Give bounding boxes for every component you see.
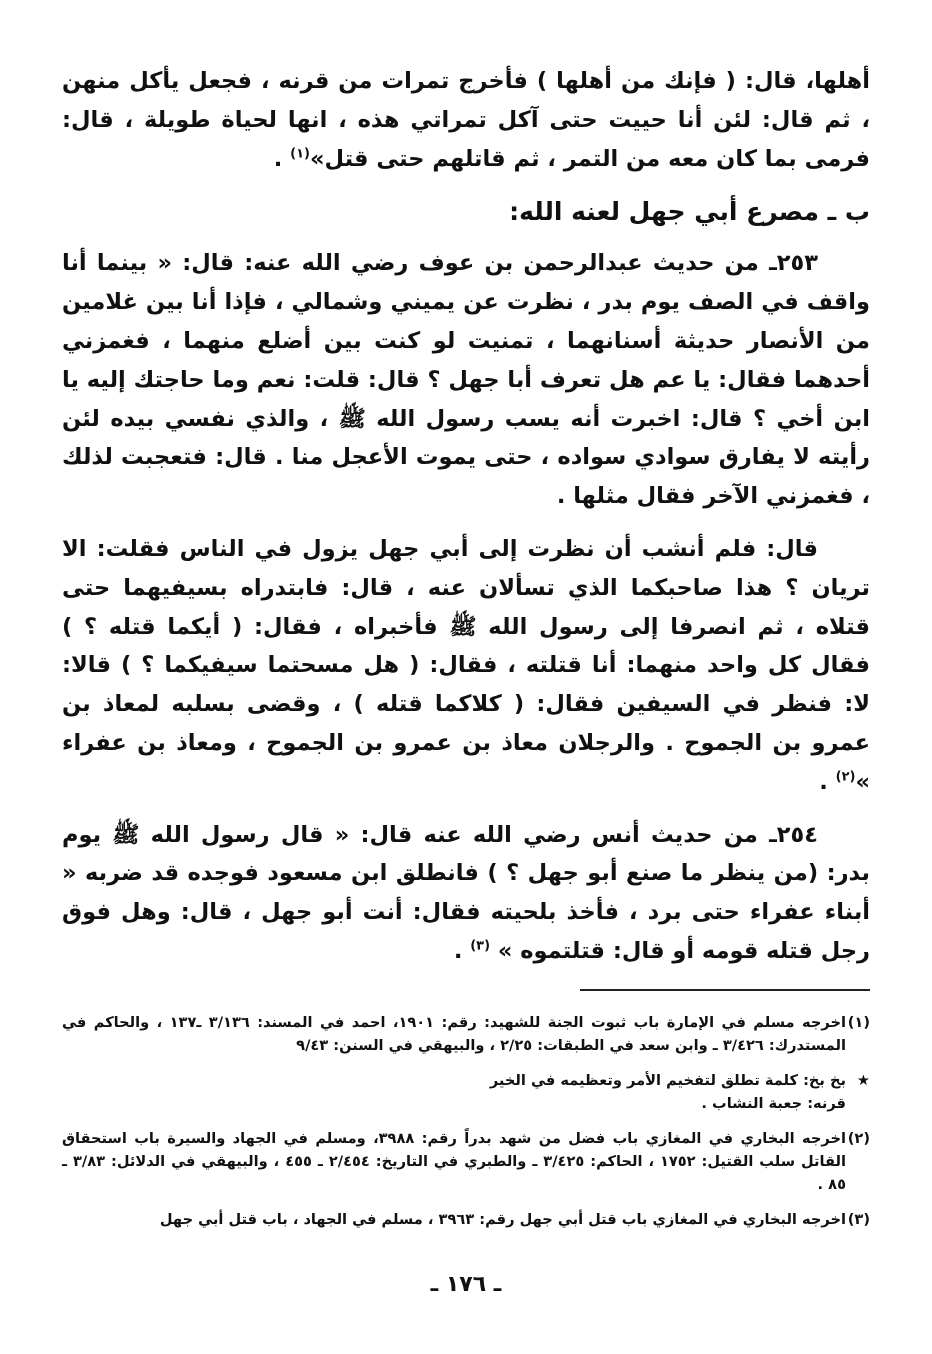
footnote-marker: (٢) [847,1129,870,1147]
section-heading: ب ـ مصرع أبي جهل لعنه الله: [509,197,870,227]
footnote-divider [580,989,870,991]
continuation-text: قال: فلم أنشب أن نظرت إلى أبي جهل يزول في الناس فقلت: الا تريان ؟ هذا صاحبكما الذي تسألان عنه ، قال: فابتدراه بسيفيهما حتى قتلاه ، ثم انصرفا إلى رسول الله ﷺ فأخبراه ، فقال: ( أيكما قتله ؟ ) فقال كل واحد منهما: أنا قتلته ، فقال: ( هل مسحتما سيفيكما ؟ ) قالا: لا: فنظر في السيفين فقال: ( كلاكما قتله ) ، وقضى بسلبه لمعاذ بن عمرو بن الجموح . والرجلان معاذ بن عمرو بن الجموح ، ومعاذ بن عفراء » [62,535,870,795]
hadith-254-paragraph: ٢٥٤ـ من حديث أنس رضي الله عنه قال: « قال رسول الله ﷺ يوم بدر: (من ينظر ما صنع أبو جهل ؟ ) فانطلق ابن مسعود فوجده قد ضربه « أبناء عفراء حتى برد ، فأخذ بلحيته فقال: أنت أبو جهل ، قال: وهل فوق رجل قتله قومه أو قال: قتلتموه » $^{(٣)}$ . [62,821,870,964]
footnote-3 [62,1208,870,1231]
footnote-line: اخرجه البخاري في المغازي باب فضل من شهد بدراً رقم: ٣٩٨٨، ومسلم في الجهاد والسيرة باب استحقاق القاتل سلب القتيل: ١٧٥٢ ، الحاكم: ٣/٤٢٥ ـ والطبري في التاريخ: ٢/٤٥٤ ـ ٤٥٥ ، والبيهقي في الدلائل: ٣/٨٣ ـ ٨٥ . [62,1129,846,1193]
intro-paragraph: أهلها، قال: ( فإنك من أهلها ) فأخرج تمرات من قرنه ، فجعل يأكل منهن ، ثم قال: لئن أنا حييت حتى آكل تمراتي هذه ، انها لحياة طويلة ، قال: فرمى بما كان معه من التمر ، ثم قاتلهم حتى قتل»$^{(١)}$ . [62,68,870,172]
footnote-line: بخ بخ: كلمة تطلق لتفخيم الأمر وتعظيمه في الخير [489,1071,846,1089]
book-page [62,62,870,1231]
footnote-text [62,1011,846,1057]
footnote-star [62,1069,870,1115]
footnote-2 [62,1127,870,1196]
hadith-253-continuation: قال: فلم أنشب أن نظرت إلى أبي جهل يزول في الناس فقلت: الا تريان ؟ هذا صاحبكما الذي تسألان عنه ، قال: فابتدراه بسيفيهما حتى قتلاه ، ثم انصرفا إلى رسول الله ﷺ فأخبراه ، فقال: ( أيكما قتله ؟ ) فقال كل واحد منهما: أنا قتلته ، فقال: ( هل مسحتما سيفيكما ؟ ) قالا: لا: فنظر في السيفين فقال: ( كلاكما قتله ) ، وقضى بسلبه لمعاذ بن عمرو بن الجموح . والرجلان معاذ بن عمرو بن الجموح ، ومعاذ بن عفراء »$^{(٢)}$ . [62,535,870,795]
footnote-line: قرنه: جعبة النشاب . [701,1094,846,1112]
footnote-marker: (١) [847,1013,870,1031]
footnote-marker: ★ [856,1071,870,1089]
footnote-line: اخرجه مسلم في الإمارة باب ثبوت الجنة للشهيد: رقم: ١٩٠١، احمد في المسند: ٣/١٣٦ ـ١٣٧ ، والحاكم في المستدرك: ٣/٤٢٦ ـ وابن سعد في الطبقات: ٢/٢٥ ، والبيهقي في السنن: ٩/٤٣ [62,1013,846,1054]
footnote-line: اخرجه البخاري في المغازي باب قتل أبي جهل رقم: ٣٩٦٣ ، مسلم في الجهاد ، باب قتل أبي جهل [159,1210,846,1228]
footnote-ref-3: (٣) [470,938,491,954]
hadith-254-text: ٢٥٤ـ من حديث أنس رضي الله عنه قال: « قال رسول الله ﷺ يوم بدر: (من ينظر ما صنع أبو جهل ؟ ) فانطلق ابن مسعود فوجده قد ضربه « أبناء عفراء حتى برد ، فأخذ بلحيته فقال: أنت أبو جهل ، قال: وهل فوق رجل قتله قومه أو قال: قتلتموه » [62,821,870,964]
intro-text: أهلها، قال: ( فإنك من أهلها ) فأخرج تمرات من قرنه ، فجعل يأكل منهن ، ثم قال: لئن أنا حييت حتى آكل تمراتي هذه ، انها لحياة طويلة ، قال: فرمى بما كان معه من التمر ، ثم قاتلهم حتى قتل» [62,68,870,172]
footnote-ref-1: (١) [290,146,310,162]
hadith-253-paragraph: ٢٥٣ـ من حديث عبدالرحمن بن عوف رضي الله عنه: قال: « بينما أنا واقف في الصف يوم بدر ، نظرت عن يميني وشمالي ، فإذا أنا بين غلامين من الأنصار حديثة أسنانهما ، تمنيت لو كنت بين أضلع منهما ، فغمزني أحدهما فقال: يا عم هل تعرف أبا جهل ؟ قال: قلت: نعم وما حاجتك إليه يا ابن أخي ؟ قال: اخبرت أنه يسب رسول الله ﷺ ، والذي نفسي بيده لئن رأيته لا يفارق سوادي سواده ، حتى يموت الأعجل منا . قال: فتعجبت لذلك ، فغمزني الآخر فقال مثلها . [62,250,870,510]
footnote-text [62,1208,846,1231]
footnote-1 [62,1011,870,1057]
footnotes-section [62,1011,870,1231]
footnote-marker: (٣) [847,1210,870,1228]
page-number: ـ ١٧٦ ـ [430,1272,502,1297]
footnote-text [62,1127,846,1196]
footnote-text [62,1069,846,1115]
footnote-ref-2: (٢) [835,769,856,785]
